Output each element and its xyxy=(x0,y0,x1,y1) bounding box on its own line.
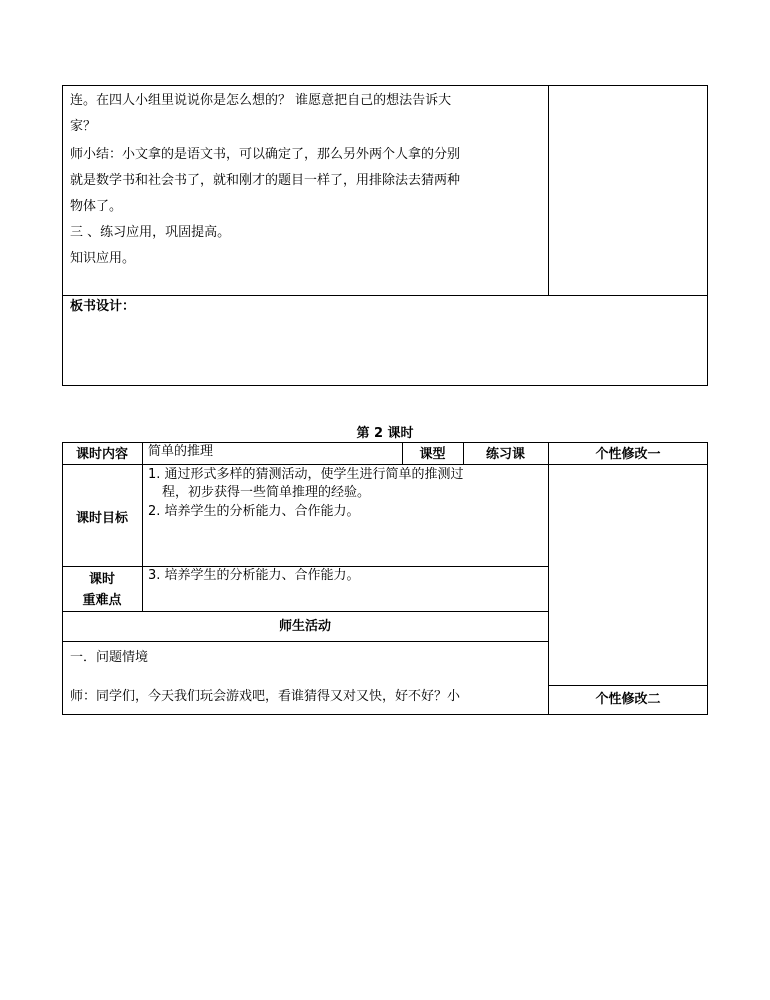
lesson-heading: 第 2 课时 xyxy=(356,426,414,441)
goal-line: 1. 通过形式多样的猜测活动，使学生进行简单的推测过 xyxy=(148,467,464,482)
text-line: 三 、练习应用，巩固提高。 xyxy=(70,225,231,240)
table-border xyxy=(62,85,708,86)
table-border xyxy=(62,714,708,715)
type-value: 练习课 xyxy=(485,447,525,462)
text-line: 家？ xyxy=(70,119,97,134)
text-line: 师小结：小文拿的是语文书，可以确定了，那么另外两个人拿的分别 xyxy=(70,147,461,162)
personal-edit-1: 个性修改一 xyxy=(595,447,661,462)
key-value: 3. 培养学生的分析能力、合作能力。 xyxy=(148,568,360,583)
activity-line: 师：同学们，今天我们玩会游戏吧，看谁猜得又对又快，好不好？小 xyxy=(70,689,461,704)
table-border xyxy=(62,464,708,465)
table-border xyxy=(62,85,63,386)
goal-line: 程，初步获得一些简单推理的经验。 xyxy=(162,485,371,500)
personal-edit-2: 个性修改二 xyxy=(595,692,661,707)
text-line: 知识应用。 xyxy=(70,251,136,266)
content-value: 简单的推理 xyxy=(148,444,214,459)
table-border xyxy=(62,611,549,612)
table-border xyxy=(548,685,708,686)
table-border xyxy=(548,85,549,296)
activity-line: 一．问题情境 xyxy=(70,650,149,665)
text-line: 就是数学书和社会书了，就和刚才的题目一样了，用排除法去猜两种 xyxy=(70,173,461,188)
table-border xyxy=(62,385,708,386)
activity-header: 师生活动 xyxy=(278,619,331,634)
goal-line: 2. 培养学生的分析能力、合作能力。 xyxy=(148,504,360,519)
text-line: 物体了。 xyxy=(70,199,123,214)
type-label: 课型 xyxy=(419,447,446,462)
table-border xyxy=(707,85,708,386)
table-border xyxy=(142,442,143,612)
key-label-1: 课时 xyxy=(88,572,115,587)
table-border xyxy=(62,641,549,642)
goal-label: 课时目标 xyxy=(75,511,128,526)
content-label: 课时内容 xyxy=(75,447,128,462)
text-line: 连。在四人小组里说说你是怎么想的？ 谁愿意把自己的想法告诉大 xyxy=(70,93,452,108)
key-label-2: 重难点 xyxy=(82,593,122,608)
table-border xyxy=(548,442,549,715)
table-border xyxy=(707,442,708,715)
board-design-label: 板书设计： xyxy=(70,299,136,314)
table-border xyxy=(62,295,708,296)
